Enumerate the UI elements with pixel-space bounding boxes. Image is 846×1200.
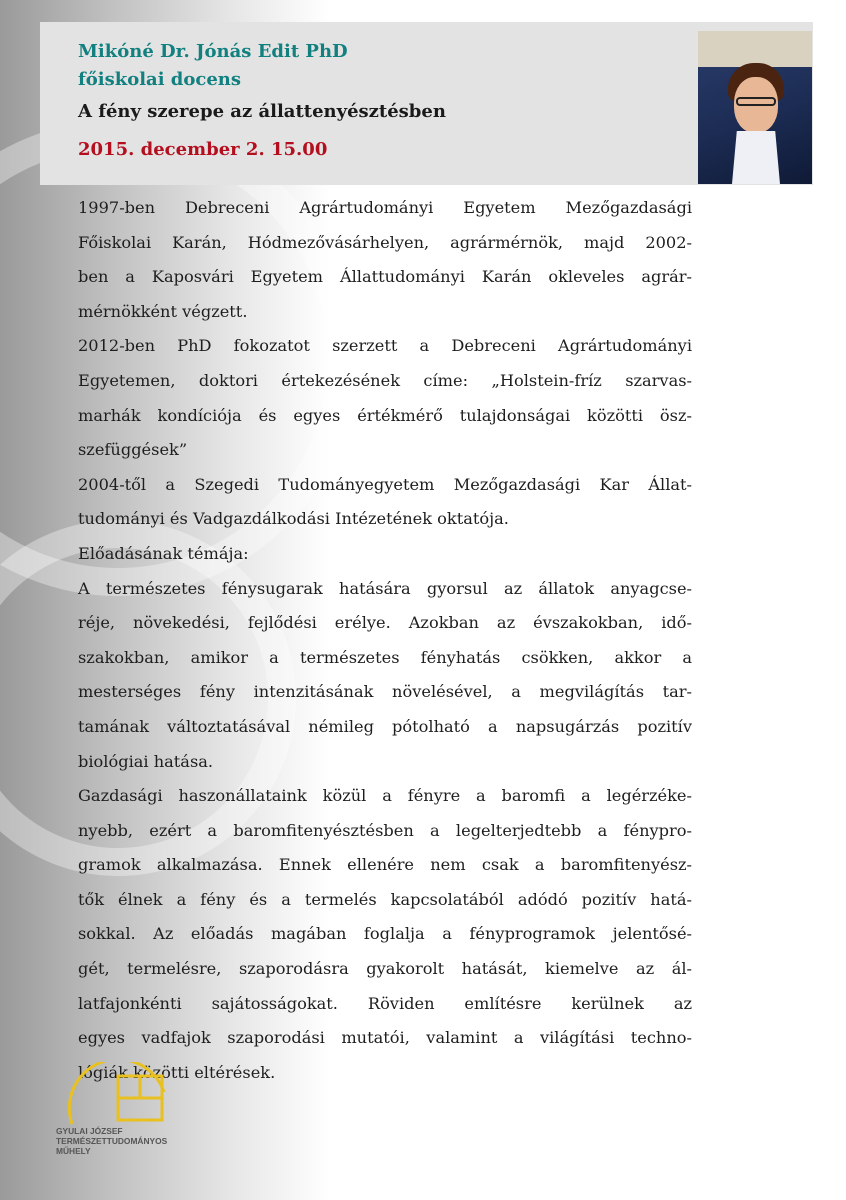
body-line: biológiai hatása.	[78, 751, 214, 771]
body-line: latfajonkénti sajátosságokat. Röviden említésre kerülnek az	[78, 993, 692, 1013]
photo-shirt	[732, 131, 780, 184]
logo-line-1: GYULAI JÓZSEF	[56, 1126, 123, 1136]
body-line: marhák kondíciója és egyes értékmérő tulajdonságai közötti ösz-	[78, 405, 692, 425]
body-line: réje, növekedési, fejlődési erélye. Azokban az évszakokban, idő-	[78, 613, 692, 633]
body-line: mesterséges fény intenzitásának növelésével, a megvilágítás tar-	[78, 682, 692, 702]
body-line: szakokban, amikor a természetes fényhatás csökken, akkor a	[78, 647, 692, 667]
body-line: tők élnek a fény és a termelés kapcsolatából adódó pozitív hatá-	[78, 889, 692, 909]
speaker-position: főiskolai docens	[78, 69, 242, 90]
speaker-photo	[698, 31, 812, 184]
photo-background	[698, 31, 812, 67]
workshop-logo-text	[56, 1126, 167, 1156]
body-line: Egyetemen, doktori értekezésének címe: „Holstein-fríz szarvas-	[78, 370, 692, 390]
body-line: tamának változtatásával némileg pótolható a napsugárzás pozitív	[78, 716, 692, 736]
speaker-name: Mikóné Dr. Jónás Edit PhD	[78, 41, 348, 62]
logo-line-2: TERMÉSZETTUDOMÁNYOS	[56, 1136, 168, 1146]
body-line: ben a Kaposvári Egyetem Állattudományi Karán okleveles agrár-	[78, 267, 692, 287]
body-line: tudományi és Vadgazdálkodási Intézetének oktatója.	[78, 509, 509, 529]
body-line: egyes vadfajok szaporodási mutatói, valamint a világítási techno-	[78, 1028, 692, 1048]
body-line: A természetes fénysugarak hatására gyorsul az állatok anyagcse-	[78, 578, 692, 598]
photo-glasses	[736, 97, 776, 106]
body-line: 2012-ben PhD fokozatot szerzett a Debreceni Agrártudományi	[78, 336, 692, 356]
body-line: lógiák közötti eltérések.	[78, 1062, 276, 1082]
body-line: gramok alkalmazása. Ennek ellenére nem csak a baromfitenyész-	[78, 855, 692, 875]
body-line: Gazdasági haszonállataink közül a fényre a baromfi a legérzéke-	[78, 786, 692, 806]
biography-text	[78, 191, 692, 1090]
logo-line-3: MŰHELY	[56, 1146, 91, 1156]
topic-heading: Előadásának témája:	[78, 543, 249, 563]
body-line: Főiskolai Karán, Hódmezővásárhelyen, agrármérnök, majd 2002-	[78, 232, 692, 252]
lecture-datetime: 2015. december 2. 15.00	[78, 139, 328, 160]
body-line: nyebb, ezért a baromfitenyésztésben a legelterjedtebb a fénypro-	[78, 820, 692, 840]
body-line: szefüggések”	[78, 440, 188, 460]
body-line: sokkal. Az előadás magában foglalja a fényprogramok jelentősé-	[78, 924, 692, 944]
body-line: mérnökként végzett.	[78, 301, 248, 321]
lecture-title: A fény szerepe az állattenyésztésben	[78, 101, 446, 122]
body-line: 2004-től a Szegedi Tudományegyetem Mezőgazdasági Kar Állat-	[78, 474, 692, 494]
logo-square-small	[118, 1076, 140, 1098]
header	[78, 38, 446, 164]
body-line: gét, termelésre, szaporodásra gyakorolt hatását, kiemelve az ál-	[78, 959, 692, 979]
body-line: 1997-ben Debreceni Agrártudományi Egyetem Mezőgazdasági	[78, 198, 692, 217]
